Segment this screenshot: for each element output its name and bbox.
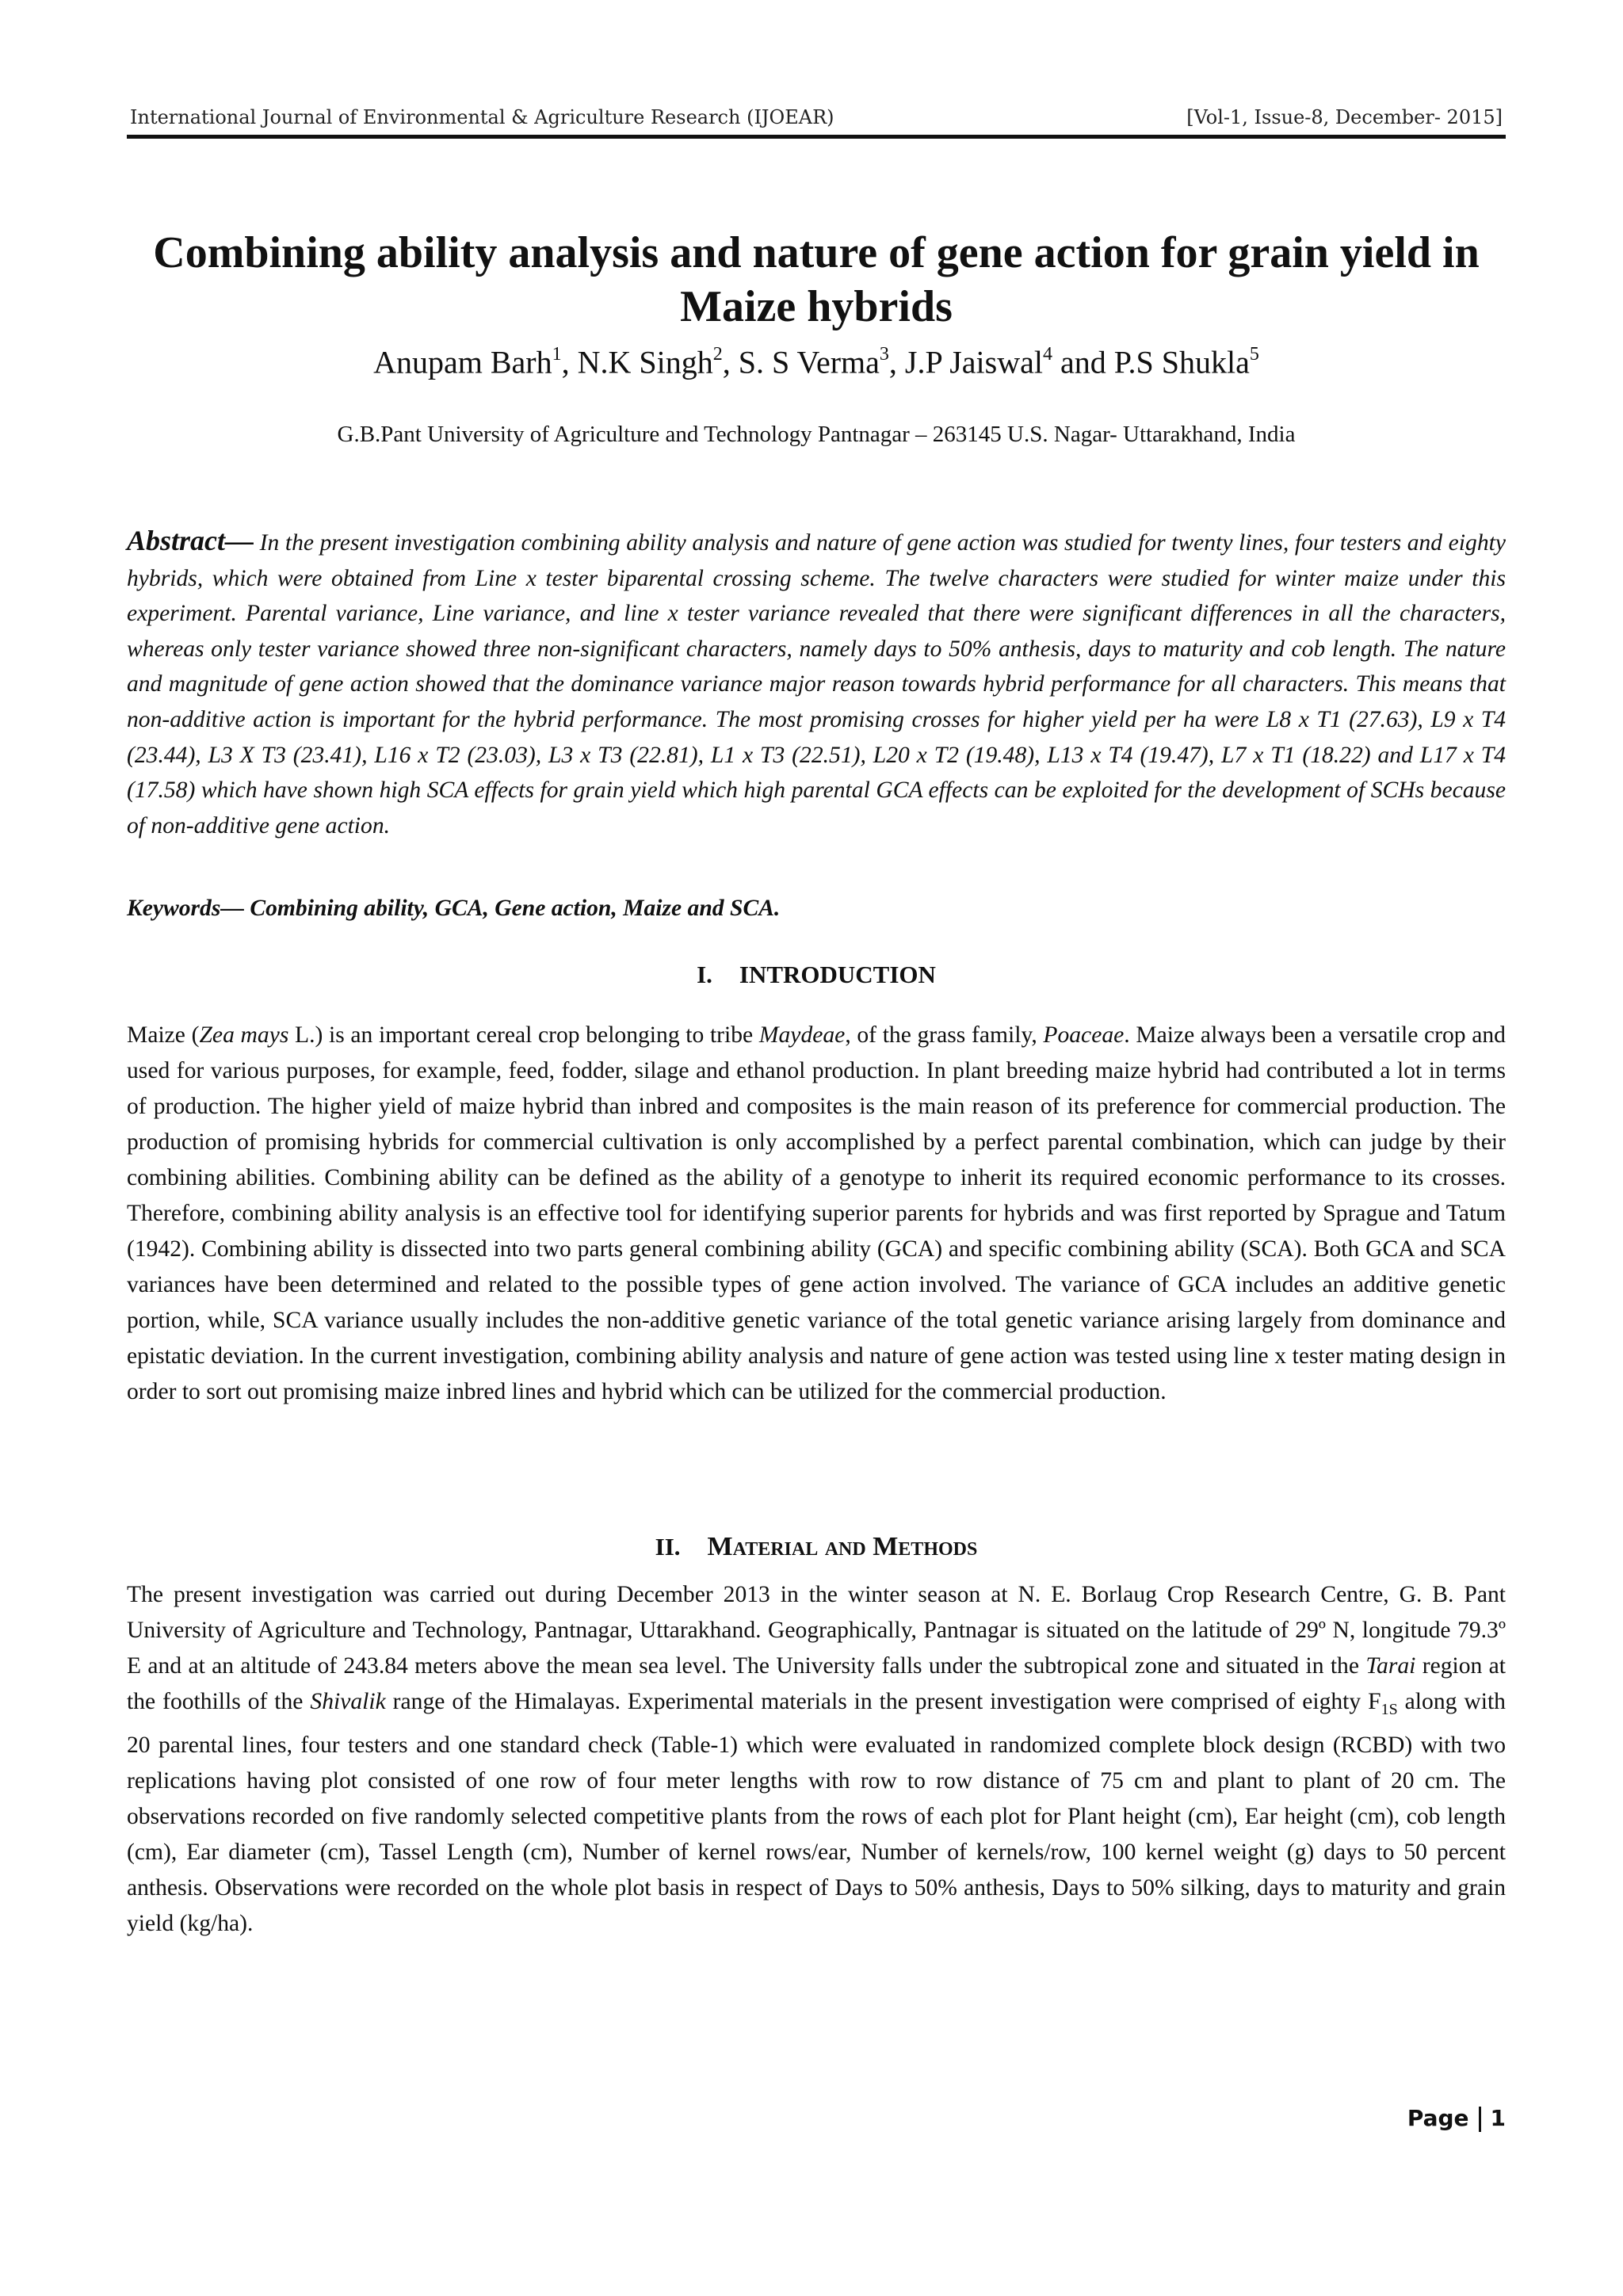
section-heading-methods	[127, 1530, 1506, 1564]
subscript: 1S	[1381, 1700, 1398, 1718]
header-rule	[127, 135, 1506, 139]
paper-title: Combining ability analysis and nature of gene action for grain yield in Maize hybrids	[153, 228, 1480, 331]
text-run: The present investigation was carried out during December 2013 in the winter season at N. E. Borlaug Crop Research Centre, G. B. Pant University of Agriculture and Technology, Pantnagar, Uttarakhand. Geographically, Pantnagar is situated on the latitude of 29º N, longitude 79.3º E and at an altitude of 243.84 meters above the mean sea level. The University falls under the subtropical zone and situated in the	[127, 1582, 1506, 1679]
introduction-paragraph	[127, 1018, 1506, 1410]
author-name: Anupam Barh	[373, 344, 552, 380]
text-run: , of the grass family,	[845, 1022, 1044, 1048]
author-name: , N.K Singh	[561, 344, 713, 380]
tribe-name: Maydeae	[758, 1022, 846, 1048]
methods-paragraph	[127, 1577, 1506, 1942]
abstract-text: In the present investigation combining ability analysis and nature of gene action was studied for twenty lines, four testers and eighty hybrids, which were obtained from Line x tester biparental crossing scheme. The twelve characters were studied for winter maize under this experiment. Parental variance, Line variance, and line x tester variance revealed that there were significant differences in all the characters, whereas only tester variance showed three non-significant characters, namely days to 50% anthesis, days to maturity and cob length. The nature and magnitude of gene action showed that the dominance variance major reason towards hybrid performance for all characters. This means that non-additive action is important for the hybrid performance. The most promising crosses for higher yield per ha were L8 x T1 (27.63), L9 x T4 (23.44), L3 X T3 (23.41), L16 x T2 (23.03), L3 x T3 (22.81), L1 x T3 (22.51), L20 x T2 (19.48), L13 x T4 (19.47), L7 x T1 (18.22) and L17 x T4 (17.58) which have shown high SCA effects for grain yield which high parental GCA effects can be exploited for the development of SCHs because of non-additive gene action.	[127, 530, 1506, 839]
author-name: and P.S Shukla	[1052, 344, 1250, 380]
page-number: 1	[1490, 2105, 1506, 2131]
text-run: along with 20 parental lines, four testers and one standard check (Table-1) which were evaluated in randomized complete block design (RCBD) with two replications having plot consisted of one row of four meter lengths with row to row distance of 75 cm and plant to plant of 20 cm. The observations recorded on five randomly selected competitive plants from the rows of each plot for Plant height (cm), Ear height (cm), cob length (cm), Ear diameter (cm), Tassel Length (cm), Number of kernel rows/ear, Number of kernels/row, 100 kernel weight (g) days to 50 percent anthesis. Observations were recorded on the whole plot basis in respect of Days to 50% anthesis, Days to 50% silking, days to maturity and grain yield (kg/ha).	[127, 1689, 1506, 1936]
author-name: , J.P Jaiswal	[888, 344, 1043, 380]
text-run: region at the foothills of the	[127, 1653, 1506, 1714]
section-number: II.	[655, 1533, 681, 1561]
section-heading-introduction	[127, 957, 1506, 992]
section-title: INTRODUCTION	[739, 961, 936, 988]
footer-divider	[1479, 2107, 1481, 2132]
issue-info: [Vol-1, Issue-8, December- 2015]	[1186, 106, 1503, 128]
page-label: Page	[1407, 2105, 1469, 2131]
running-header	[127, 101, 1506, 135]
author-name: , S. S Verma	[722, 344, 880, 380]
author-affil-mark: 4	[1042, 344, 1052, 365]
author-affil-mark: 5	[1249, 344, 1259, 365]
affiliation: G.B.Pant University of Agriculture and Technology Pantnagar – 263145 U.S. Nagar- Uttarakhand, India	[337, 422, 1296, 447]
author-affil-mark: 2	[712, 344, 723, 365]
region-name: Tarai	[1365, 1653, 1416, 1679]
range-name: Shivalik	[310, 1689, 386, 1714]
abstract	[127, 523, 1506, 843]
author-list	[127, 336, 1506, 382]
author-affil-mark: 1	[552, 344, 562, 365]
page-footer	[1407, 2105, 1506, 2132]
abstract-label: Abstract—	[127, 525, 254, 556]
section-number: I.	[697, 961, 712, 988]
journal-name: International Journal of Environmental & Agriculture Research (IJOEAR)	[130, 106, 834, 128]
author-affil-mark: 3	[879, 344, 889, 365]
text-run: L.) is an important cereal crop belonging to tribe	[288, 1022, 759, 1048]
keywords: Keywords— Combining ability, GCA, Gene action, Maize and SCA.	[127, 896, 781, 921]
text-run: Maize (	[127, 1022, 200, 1048]
text-run: range of the Himalayas. Experimental materials in the present investigation were comprised of eighty F	[385, 1689, 1381, 1714]
species-name: Zea mays	[199, 1022, 289, 1048]
section-title: Material and Methods	[707, 1532, 978, 1561]
text-run: . Maize always been a versatile crop and used for various purposes, for example, feed, fodder, silage and ethanol production. In plant breeding maize hybrid had contributed a lot in terms of production. The higher yield of maize hybrid than inbred and composites is the main reason of its preference for commercial production. The production of promising hybrids for commercial cultivation is only accomplished by a perfect parental combination, which can judge by their combining abilities. Combining ability can be defined as the ability of a genotype to inherit its required economic performance to its crosses. Therefore, combining ability analysis is an effective tool for identifying superior parents for hybrids and was first reported by Sprague and Tatum (1942). Combining ability is dissected into two parts general combining ability (GCA) and specific combining ability (SCA). Both GCA and SCA variances have been determined and related to the possible types of gene action involved. The variance of GCA includes an additive genetic portion, while, SCA variance usually includes the non-additive genetic variance of the total genetic variance arising largely from dominance and epistatic deviation. In the current investigation, combining ability analysis and nature of gene action was tested using line x tester mating design in order to sort out promising maize inbred lines and hybrid which can be utilized for the commercial production.	[127, 1022, 1506, 1404]
family-name: Poaceae	[1043, 1022, 1125, 1048]
